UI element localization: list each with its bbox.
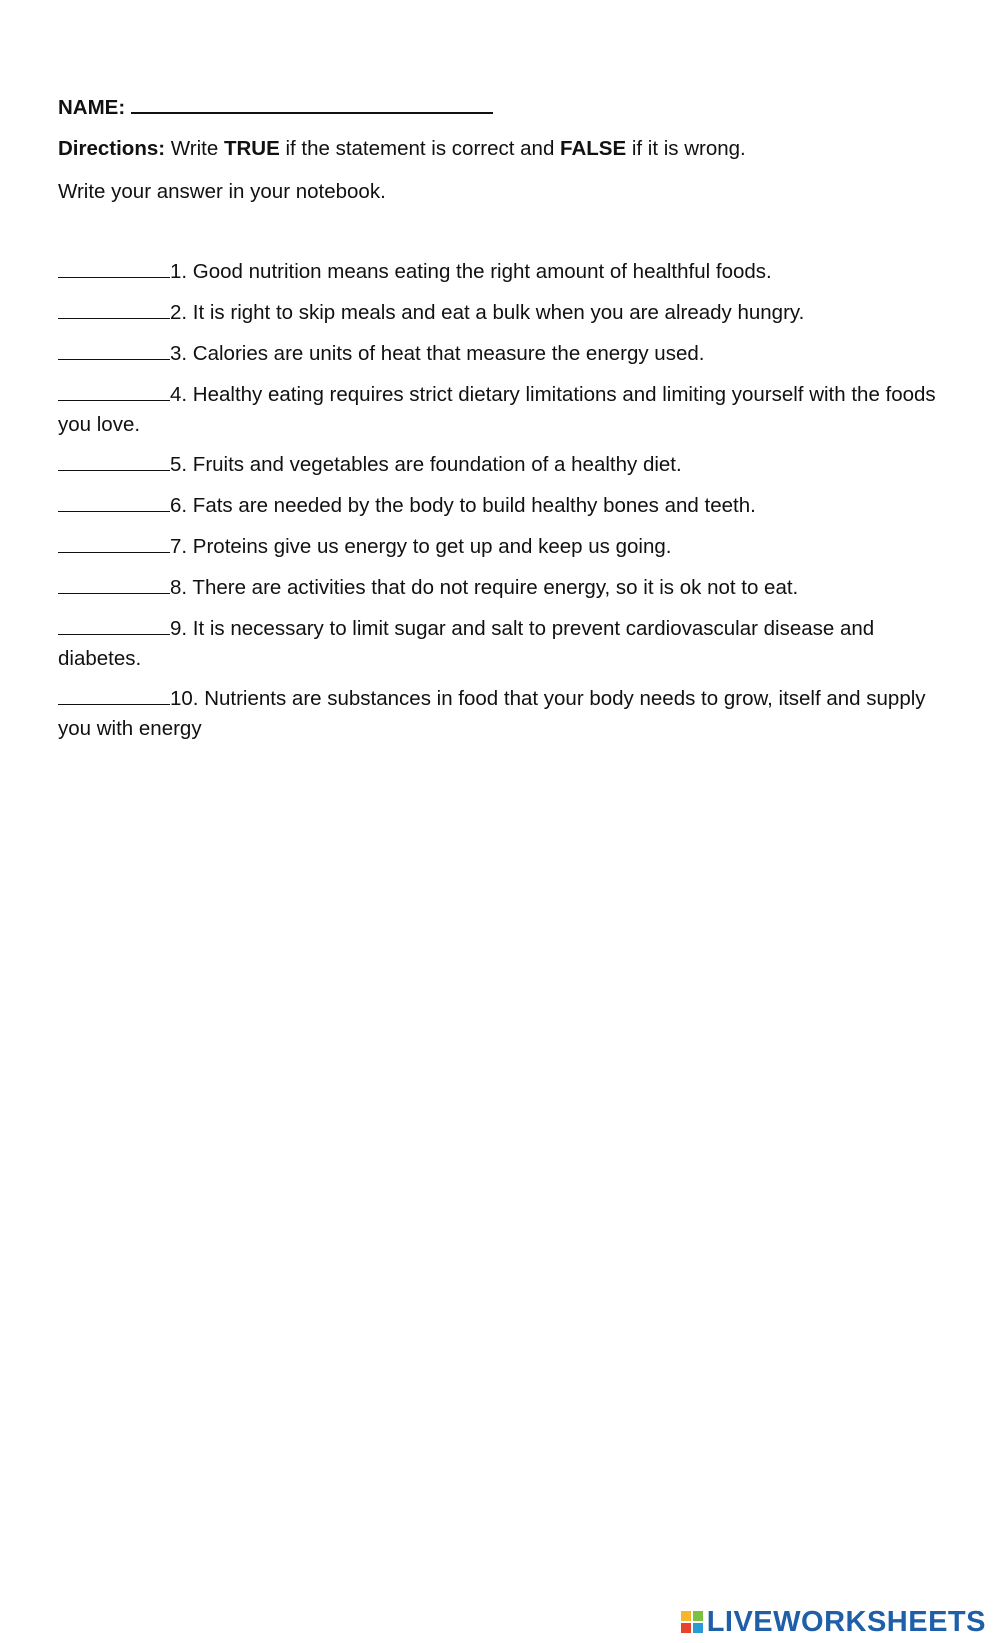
question-10 [58, 684, 938, 744]
logo-square [693, 1611, 703, 1621]
question-1 [58, 257, 938, 287]
notebook-instruction: Write your answer in your notebook. [58, 180, 386, 203]
logo-square [681, 1611, 691, 1621]
question-7 [58, 532, 938, 562]
question-text: 8. There are activities that do not require energy, so it is ok not to eat. [170, 576, 799, 599]
directions-text: if it is wrong. [626, 137, 746, 160]
answer-blank[interactable] [58, 492, 170, 512]
question-text: 2. It is right to skip meals and eat a bulk when you are already hungry. [170, 301, 805, 324]
question-9 [58, 614, 938, 674]
logo-mark-icon [681, 1611, 703, 1633]
question-8 [58, 573, 938, 603]
false-word: FALSE [560, 137, 627, 160]
question-text: 4. Healthy eating requires strict dietary limitations and limiting yourself with the foods you love. [58, 383, 936, 436]
directions [58, 134, 746, 164]
answer-blank[interactable] [58, 685, 170, 705]
question-6 [58, 491, 938, 521]
true-word: TRUE [223, 137, 280, 160]
answer-blank[interactable] [58, 533, 170, 553]
answer-blank[interactable] [58, 615, 170, 635]
question-text: 3. Calories are units of heat that measure the energy used. [170, 342, 705, 365]
answer-blank[interactable] [58, 451, 170, 471]
logo-square [681, 1623, 691, 1633]
question-text: 6. Fats are needed by the body to build healthy bones and teeth. [170, 494, 756, 517]
question-2 [58, 298, 938, 328]
directions-label: Directions: [58, 137, 166, 160]
liveworksheets-logo [681, 1605, 986, 1639]
name-row [58, 92, 493, 123]
brand-name: LIVEWORKSHEETS [706, 1605, 986, 1638]
answer-blank[interactable] [58, 299, 170, 319]
directions-text: if the statement is correct and [279, 137, 561, 160]
question-text: 7. Proteins give us energy to get up and keep us going. [170, 535, 672, 558]
question-text: 1. Good nutrition means eating the right amount of healthful foods. [170, 260, 772, 283]
name-label: NAME: [58, 96, 126, 119]
question-text: 10. Nutrients are substances in food that your body needs to grow, itself and supply you with energy [58, 687, 926, 740]
logo-square [693, 1623, 703, 1633]
question-text: 5. Fruits and vegetables are foundation of a healthy diet. [170, 453, 682, 476]
question-4 [58, 380, 938, 440]
answer-blank[interactable] [58, 574, 170, 594]
answer-blank[interactable] [58, 340, 170, 360]
directions-text: Write [165, 137, 224, 160]
answer-blank[interactable] [58, 381, 170, 401]
question-5 [58, 450, 938, 480]
question-3 [58, 339, 938, 369]
question-text: 9. It is necessary to limit sugar and salt to prevent cardiovascular disease and diabetes. [58, 617, 875, 670]
name-blank[interactable] [131, 92, 493, 114]
answer-blank[interactable] [58, 258, 170, 278]
